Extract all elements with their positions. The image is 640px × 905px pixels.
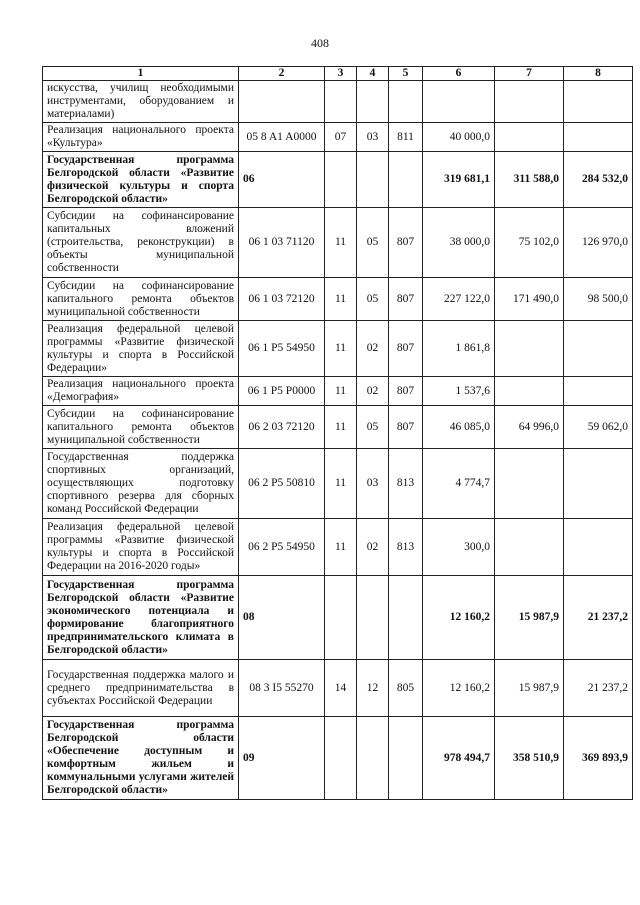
row-amount-col7 — [495, 81, 564, 123]
row-amount-col6: 978 494,7 — [423, 717, 495, 800]
table-row — [43, 81, 633, 123]
row-amount-col7: 15 987,9 — [495, 660, 564, 717]
row-subsection: 05 — [357, 406, 389, 449]
row-section — [325, 717, 357, 800]
row-expense-type: 805 — [389, 660, 423, 717]
table-row — [43, 152, 633, 208]
row-section: 11 — [325, 449, 357, 519]
column-header-6: 6 — [423, 67, 495, 81]
row-code: 06 2 P5 50810 — [239, 449, 325, 519]
row-section: 11 — [325, 278, 357, 321]
row-amount-col8: 21 237,2 — [564, 660, 633, 717]
column-header-7: 7 — [495, 67, 564, 81]
column-header-2: 2 — [239, 67, 325, 81]
row-code: 06 1 P5 54950 — [239, 321, 325, 377]
row-section: 11 — [325, 321, 357, 377]
table-row — [43, 576, 633, 660]
row-code: 06 1 P5 P0000 — [239, 377, 325, 406]
budget-table — [42, 66, 633, 800]
row-amount-col6: 46 085,0 — [423, 406, 495, 449]
row-expense-type — [389, 576, 423, 660]
row-code: 06 2 03 72120 — [239, 406, 325, 449]
row-expense-type — [389, 717, 423, 800]
row-subsection: 05 — [357, 208, 389, 278]
table-row — [43, 717, 633, 800]
row-expense-type: 813 — [389, 449, 423, 519]
row-amount-col8 — [564, 449, 633, 519]
table-row — [43, 660, 633, 717]
row-amount-col7 — [495, 519, 564, 576]
row-amount-col6: 38 000,0 — [423, 208, 495, 278]
row-section: 11 — [325, 519, 357, 576]
row-amount-col7: 358 510,9 — [495, 717, 564, 800]
row-code — [239, 81, 325, 123]
row-subsection: 03 — [357, 123, 389, 152]
row-subsection — [357, 81, 389, 123]
row-section: 11 — [325, 377, 357, 406]
row-name: Субсидии на софинансирование капитальных вложений (строительства, реконструкции) в объекты муниципальной собственности — [43, 208, 239, 278]
row-amount-col7 — [495, 377, 564, 406]
row-amount-col7: 171 490,0 — [495, 278, 564, 321]
row-subsection: 03 — [357, 449, 389, 519]
row-amount-col6 — [423, 81, 495, 123]
table-row — [43, 519, 633, 576]
table-body — [43, 81, 633, 800]
row-amount-col8 — [564, 377, 633, 406]
row-name: Государственная программа Белгородской области «Развитие физической культуры и спорта Белгородской области» — [43, 152, 239, 208]
table-row — [43, 208, 633, 278]
row-name: Субсидии на софинансирование капитального ремонта объектов муниципальной собственности — [43, 278, 239, 321]
row-subsection: 12 — [357, 660, 389, 717]
row-amount-col7: 15 987,9 — [495, 576, 564, 660]
column-header-4: 4 — [357, 67, 389, 81]
row-subsection — [357, 152, 389, 208]
table-row — [43, 123, 633, 152]
row-amount-col8 — [564, 81, 633, 123]
row-amount-col8: 369 893,9 — [564, 717, 633, 800]
row-amount-col8: 284 532,0 — [564, 152, 633, 208]
row-name: Государственная программа Белгородской области «Обеспечение доступным и комфортным жильем и коммунальными услугами жителей Белгородской области» — [43, 717, 239, 800]
page-number: 408 — [311, 36, 329, 50]
row-amount-col8: 98 500,0 — [564, 278, 633, 321]
table-row — [43, 377, 633, 406]
row-code: 06 1 03 72120 — [239, 278, 325, 321]
table-row — [43, 278, 633, 321]
header-row — [43, 67, 633, 81]
row-name: Реализация федеральной целевой программы «Развитие физической культуры и спорта в Российской Федерации» — [43, 321, 239, 377]
row-amount-col6: 1 861,8 — [423, 321, 495, 377]
row-amount-col7: 75 102,0 — [495, 208, 564, 278]
row-code: 08 — [239, 576, 325, 660]
row-name: Государственная поддержка спортивных организаций, осуществляющих подготовку спортивного резерва для сборных команд Российской Федерации — [43, 449, 239, 519]
row-amount-col7: 311 588,0 — [495, 152, 564, 208]
row-amount-col8 — [564, 519, 633, 576]
row-name: Субсидии на софинансирование капитального ремонта объектов муниципальной собственности — [43, 406, 239, 449]
row-code: 09 — [239, 717, 325, 800]
row-amount-col6: 12 160,2 — [423, 660, 495, 717]
row-code: 06 — [239, 152, 325, 208]
table-row — [43, 321, 633, 377]
column-header-3: 3 — [325, 67, 357, 81]
row-name: Государственная программа Белгородской области «Развитие экономического потенциала и формирование благоприятного предпринимательского климата в Белгородской области» — [43, 576, 239, 660]
table-row — [43, 449, 633, 519]
row-section: 07 — [325, 123, 357, 152]
row-amount-col8 — [564, 123, 633, 152]
row-subsection: 02 — [357, 321, 389, 377]
row-amount-col7 — [495, 321, 564, 377]
row-amount-col6: 300,0 — [423, 519, 495, 576]
row-expense-type: 813 — [389, 519, 423, 576]
row-section — [325, 81, 357, 123]
row-amount-col6: 12 160,2 — [423, 576, 495, 660]
row-amount-col7 — [495, 123, 564, 152]
column-header-5: 5 — [389, 67, 423, 81]
column-header-8: 8 — [564, 67, 633, 81]
row-amount-col8: 21 237,2 — [564, 576, 633, 660]
row-name: Реализация национального проекта «Культура» — [43, 123, 239, 152]
row-amount-col6: 1 537,6 — [423, 377, 495, 406]
row-subsection — [357, 717, 389, 800]
row-amount-col6: 319 681,1 — [423, 152, 495, 208]
row-code: 08 3 I5 55270 — [239, 660, 325, 717]
row-amount-col8: 59 062,0 — [564, 406, 633, 449]
row-expense-type — [389, 152, 423, 208]
row-section: 11 — [325, 208, 357, 278]
row-expense-type — [389, 81, 423, 123]
row-subsection: 05 — [357, 278, 389, 321]
row-subsection: 02 — [357, 519, 389, 576]
row-amount-col8: 126 970,0 — [564, 208, 633, 278]
row-amount-col7 — [495, 449, 564, 519]
row-amount-col7: 64 996,0 — [495, 406, 564, 449]
row-amount-col6: 4 774,7 — [423, 449, 495, 519]
row-amount-col6: 227 122,0 — [423, 278, 495, 321]
row-expense-type: 807 — [389, 377, 423, 406]
row-expense-type: 807 — [389, 208, 423, 278]
row-expense-type: 807 — [389, 406, 423, 449]
row-section: 11 — [325, 406, 357, 449]
row-name: Реализация национального проекта «Демография» — [43, 377, 239, 406]
row-expense-type: 807 — [389, 321, 423, 377]
row-amount-col6: 40 000,0 — [423, 123, 495, 152]
row-section — [325, 576, 357, 660]
row-name: Государственная поддержка малого и среднего предпринимательства в субъектах Российской Федерации — [43, 660, 239, 717]
row-code: 06 1 03 71120 — [239, 208, 325, 278]
column-header-1: 1 — [43, 67, 239, 81]
row-name: Реализация федеральной целевой программы «Развитие физической культуры и спорта в Российской Федерации на 2016-2020 годы» — [43, 519, 239, 576]
row-expense-type: 811 — [389, 123, 423, 152]
row-section — [325, 152, 357, 208]
row-subsection: 02 — [357, 377, 389, 406]
row-subsection — [357, 576, 389, 660]
row-code: 06 2 P5 54950 — [239, 519, 325, 576]
table-row — [43, 406, 633, 449]
row-amount-col8 — [564, 321, 633, 377]
row-expense-type: 807 — [389, 278, 423, 321]
row-code: 05 8 A1 A0000 — [239, 123, 325, 152]
row-section: 14 — [325, 660, 357, 717]
row-name: искусства, училищ необходимыми инструментами, оборудованием и материалами) — [43, 81, 239, 123]
